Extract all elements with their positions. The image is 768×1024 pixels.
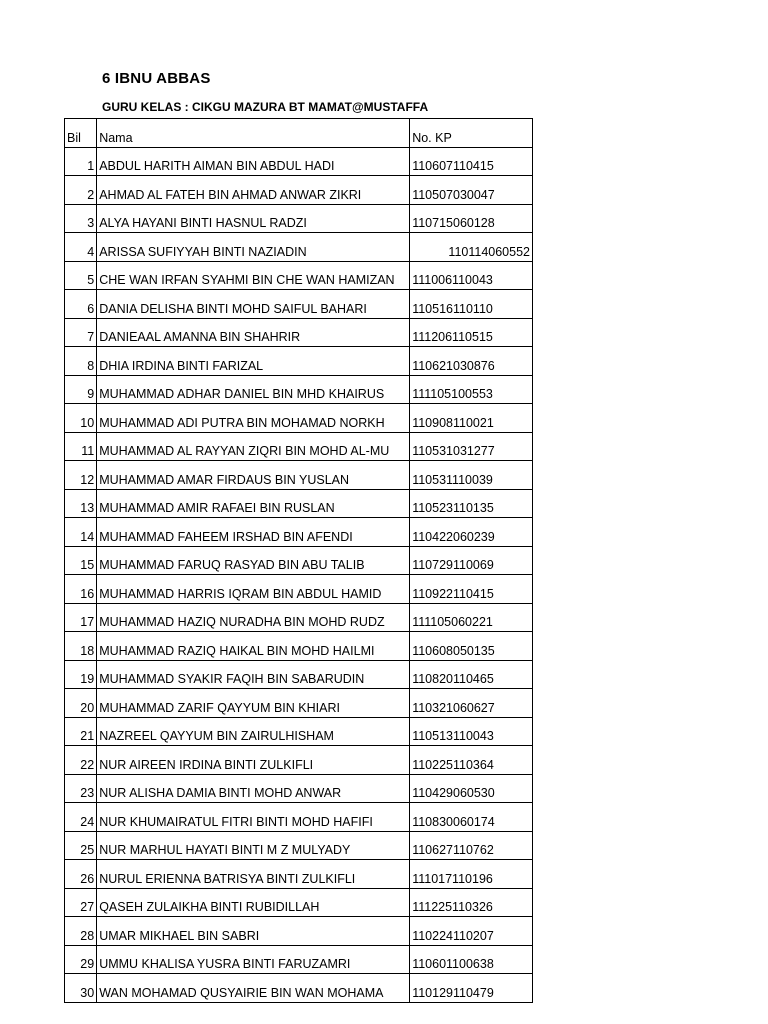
cell-nama: CHE WAN IRFAN SYAHMI BIN CHE WAN HAMIZAN xyxy=(97,261,410,290)
cell-bil: 19 xyxy=(65,660,97,689)
cell-bil: 26 xyxy=(65,860,97,889)
cell-nama: MUHAMMAD SYAKIR FAQIH BIN SABARUDIN xyxy=(97,660,410,689)
table-row xyxy=(65,803,533,832)
cell-bil: 23 xyxy=(65,774,97,803)
cell-nama: NUR MARHUL HAYATI BINTI M Z MULYADY xyxy=(97,831,410,860)
cell-bil: 5 xyxy=(65,261,97,290)
cell-kp: 110601100638 xyxy=(410,945,533,974)
cell-kp: 111206110515 xyxy=(410,318,533,347)
table-row xyxy=(65,746,533,775)
table-row xyxy=(65,318,533,347)
table-row xyxy=(65,632,533,661)
cell-kp: 110531110039 xyxy=(410,461,533,490)
table-row xyxy=(65,546,533,575)
header-nama: Nama xyxy=(97,119,410,148)
class-title: 6 IBNU ABBAS xyxy=(102,70,211,87)
cell-nama: AHMAD AL FATEH BIN AHMAD ANWAR ZIKRI xyxy=(97,176,410,205)
cell-kp: 110608050135 xyxy=(410,632,533,661)
cell-kp: 110516110110 xyxy=(410,290,533,319)
cell-nama: DANIA DELISHA BINTI MOHD SAIFUL BAHARI xyxy=(97,290,410,319)
cell-kp: 110129110479 xyxy=(410,974,533,1003)
cell-kp: 110225110364 xyxy=(410,746,533,775)
cell-nama: ARISSA SUFIYYAH BINTI NAZIADIN xyxy=(97,233,410,262)
cell-kp: 110908110021 xyxy=(410,404,533,433)
cell-nama: WAN MOHAMAD QUSYAIRIE BIN WAN MOHAMA xyxy=(97,974,410,1003)
table-row xyxy=(65,603,533,632)
cell-kp: 110922110415 xyxy=(410,575,533,604)
cell-kp: 110621030876 xyxy=(410,347,533,376)
cell-kp: 111105060221 xyxy=(410,603,533,632)
cell-nama: MUHAMMAD FAHEEM IRSHAD BIN AFENDI xyxy=(97,518,410,547)
cell-bil: 24 xyxy=(65,803,97,832)
cell-nama: MUHAMMAD HARRIS IQRAM BIN ABDUL HAMID xyxy=(97,575,410,604)
cell-kp: 110715060128 xyxy=(410,204,533,233)
table-row xyxy=(65,831,533,860)
table-row xyxy=(65,518,533,547)
cell-kp: 111225110326 xyxy=(410,888,533,917)
cell-bil: 16 xyxy=(65,575,97,604)
table-row xyxy=(65,176,533,205)
table-row xyxy=(65,717,533,746)
cell-bil: 13 xyxy=(65,489,97,518)
cell-kp: 111017110196 xyxy=(410,860,533,889)
cell-kp: 110820110465 xyxy=(410,660,533,689)
cell-bil: 8 xyxy=(65,347,97,376)
cell-kp: 110729110069 xyxy=(410,546,533,575)
table-row xyxy=(65,147,533,176)
table-row xyxy=(65,660,533,689)
table-row xyxy=(65,375,533,404)
cell-bil: 25 xyxy=(65,831,97,860)
cell-kp: 110607110415 xyxy=(410,147,533,176)
table-header-row xyxy=(65,119,533,148)
cell-bil: 28 xyxy=(65,917,97,946)
cell-bil: 3 xyxy=(65,204,97,233)
cell-kp: 110531031277 xyxy=(410,432,533,461)
cell-nama: MUHAMMAD ADHAR DANIEL BIN MHD KHAIRUS xyxy=(97,375,410,404)
cell-kp: 110224110207 xyxy=(410,917,533,946)
cell-kp: 110114060552 xyxy=(410,233,533,262)
cell-kp: 110523110135 xyxy=(410,489,533,518)
cell-bil: 21 xyxy=(65,717,97,746)
table-row xyxy=(65,404,533,433)
cell-bil: 11 xyxy=(65,432,97,461)
cell-bil: 15 xyxy=(65,546,97,575)
cell-kp: 110507030047 xyxy=(410,176,533,205)
cell-nama: MUHAMMAD FARUQ RASYAD BIN ABU TALIB xyxy=(97,546,410,575)
table-row xyxy=(65,917,533,946)
cell-bil: 2 xyxy=(65,176,97,205)
cell-nama: MUHAMMAD AL RAYYAN ZIQRI BIN MOHD AL-MU xyxy=(97,432,410,461)
table-row xyxy=(65,290,533,319)
cell-bil: 4 xyxy=(65,233,97,262)
cell-kp: 110513110043 xyxy=(410,717,533,746)
cell-nama: NUR KHUMAIRATUL FITRI BINTI MOHD HAFIFI xyxy=(97,803,410,832)
cell-nama: NUR AIREEN IRDINA BINTI ZULKIFLI xyxy=(97,746,410,775)
class-teacher: GURU KELAS : CIKGU MAZURA BT MAMAT@MUSTAFFA xyxy=(102,100,429,114)
cell-bil: 1 xyxy=(65,147,97,176)
cell-bil: 10 xyxy=(65,404,97,433)
cell-nama: DHIA IRDINA BINTI FARIZAL xyxy=(97,347,410,376)
student-table xyxy=(64,118,533,1003)
cell-kp: 110321060627 xyxy=(410,689,533,718)
table-row xyxy=(65,204,533,233)
cell-bil: 30 xyxy=(65,974,97,1003)
cell-nama: MUHAMMAD ZARIF QAYYUM BIN KHIARI xyxy=(97,689,410,718)
table-row xyxy=(65,261,533,290)
cell-bil: 12 xyxy=(65,461,97,490)
cell-nama: MUHAMMAD AMIR RAFAEI BIN RUSLAN xyxy=(97,489,410,518)
cell-kp: 111006110043 xyxy=(410,261,533,290)
cell-nama: MUHAMMAD ADI PUTRA BIN MOHAMAD NORKH xyxy=(97,404,410,433)
table-row xyxy=(65,689,533,718)
table-row xyxy=(65,347,533,376)
table-row xyxy=(65,774,533,803)
header-kp: No. KP xyxy=(410,119,533,148)
cell-nama: QASEH ZULAIKHA BINTI RUBIDILLAH xyxy=(97,888,410,917)
header-bil: Bil xyxy=(65,119,97,148)
cell-nama: NAZREEL QAYYUM BIN ZAIRULHISHAM xyxy=(97,717,410,746)
cell-nama: ALYA HAYANI BINTI HASNUL RADZI xyxy=(97,204,410,233)
cell-nama: MUHAMMAD RAZIQ HAIKAL BIN MOHD HAILMI xyxy=(97,632,410,661)
table-row xyxy=(65,233,533,262)
cell-bil: 9 xyxy=(65,375,97,404)
table-row xyxy=(65,461,533,490)
cell-nama: DANIEAAL AMANNA BIN SHAHRIR xyxy=(97,318,410,347)
cell-bil: 6 xyxy=(65,290,97,319)
cell-nama: MUHAMMAD HAZIQ NURADHA BIN MOHD RUDZ xyxy=(97,603,410,632)
cell-bil: 20 xyxy=(65,689,97,718)
cell-bil: 22 xyxy=(65,746,97,775)
table-body xyxy=(65,147,533,1002)
table-row xyxy=(65,945,533,974)
cell-nama: NUR ALISHA DAMIA BINTI MOHD ANWAR xyxy=(97,774,410,803)
cell-bil: 27 xyxy=(65,888,97,917)
cell-bil: 17 xyxy=(65,603,97,632)
cell-kp: 110422060239 xyxy=(410,518,533,547)
table-row xyxy=(65,860,533,889)
cell-kp: 110429060530 xyxy=(410,774,533,803)
cell-bil: 29 xyxy=(65,945,97,974)
cell-nama: UMAR MIKHAEL BIN SABRI xyxy=(97,917,410,946)
cell-kp: 110830060174 xyxy=(410,803,533,832)
table-row xyxy=(65,974,533,1003)
cell-kp: 110627110762 xyxy=(410,831,533,860)
cell-bil: 18 xyxy=(65,632,97,661)
table-row xyxy=(65,575,533,604)
cell-nama: MUHAMMAD AMAR FIRDAUS BIN YUSLAN xyxy=(97,461,410,490)
cell-bil: 7 xyxy=(65,318,97,347)
table-row xyxy=(65,432,533,461)
table-row xyxy=(65,489,533,518)
cell-nama: NURUL ERIENNA BATRISYA BINTI ZULKIFLI xyxy=(97,860,410,889)
cell-nama: ABDUL HARITH AIMAN BIN ABDUL HADI xyxy=(97,147,410,176)
table-row xyxy=(65,888,533,917)
cell-kp: 111105100553 xyxy=(410,375,533,404)
cell-bil: 14 xyxy=(65,518,97,547)
cell-nama: UMMU KHALISA YUSRA BINTI FARUZAMRI xyxy=(97,945,410,974)
